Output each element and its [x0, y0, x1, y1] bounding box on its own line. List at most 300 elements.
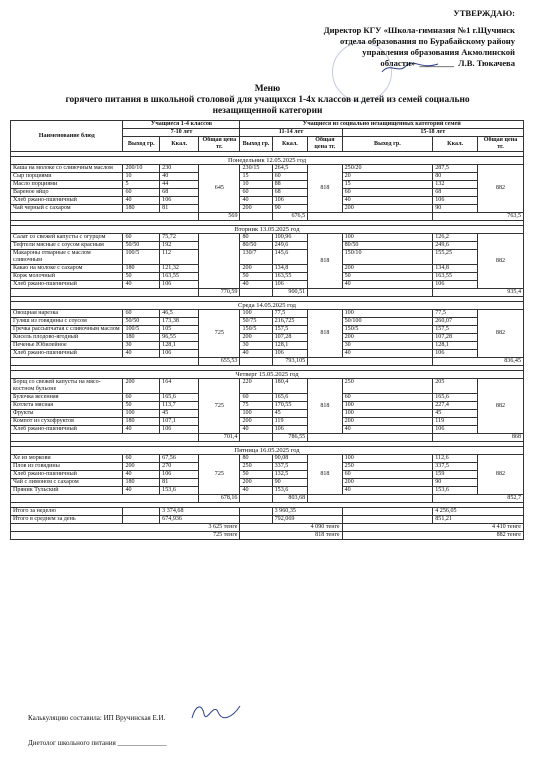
col-header-group1: Учащиеся 1-4 классов [123, 121, 240, 129]
kcal-value: 119 [433, 418, 478, 426]
kcal-value: 60 [272, 173, 308, 181]
day-title: Среда 14.05.2025 год [11, 302, 524, 310]
kcal-value: 67,56 [160, 455, 199, 463]
day-title: Пятница 16.05.2025 год [11, 447, 524, 455]
summary-value: 792,069 [272, 516, 342, 524]
menu-row [11, 181, 524, 189]
menu-row [11, 273, 524, 281]
daily-price-value: 882 тенге [342, 532, 523, 540]
dish-name: Каша на молоке со сливочным маслом [11, 165, 123, 173]
day-total-value: 763,5 [433, 213, 524, 221]
portion-value: 40 [123, 487, 160, 495]
menu-row [11, 281, 524, 289]
kcal-value: 165,6 [160, 394, 199, 402]
price-value: 818 [308, 455, 342, 495]
price-value: 818 [308, 165, 342, 213]
portion-value: 80 [240, 234, 272, 242]
portion-value: 40 [240, 197, 272, 205]
kcal-value: 128,1 [160, 342, 199, 350]
director-name: Л.В. Тюкачева [458, 58, 515, 68]
total-spacer [11, 289, 199, 297]
kcal-value: 90 [272, 479, 308, 487]
kcal-value: 170,55 [272, 402, 308, 410]
kcal-value: 106 [160, 281, 199, 289]
menu-row [11, 471, 524, 479]
portion-value: 200 [342, 334, 433, 342]
kcal-value: 45 [272, 410, 308, 418]
kcal-value: 165,6 [433, 394, 478, 402]
portion-value: 200 [342, 205, 433, 213]
portion-value: 200 [342, 265, 433, 273]
menu-row [11, 418, 524, 426]
dish-name: Тефтели мясные с соусом красным [11, 242, 123, 250]
portion-value: 60 [123, 189, 160, 197]
approval-block: УТВЕРЖДАЮ: Директор КГУ «Школа-гимназия №1 г.Щучинск отдела образования по Бурабайскому району управления образования Акмолинской области» ________ Л.В. Тюкачева [215, 8, 515, 69]
portion-value: 75 [240, 402, 272, 410]
price-value [199, 234, 240, 289]
kcal-value: 40 [160, 173, 199, 181]
menu-row [11, 342, 524, 350]
menu-table [10, 120, 524, 540]
tenge-value: 4 090 тенге [240, 524, 342, 532]
dish-name: Фрукты [11, 410, 123, 418]
portion-value: 50/75 [240, 318, 272, 326]
portion-value: 250 [342, 379, 433, 394]
col-price: Общая цена тг. [477, 137, 523, 152]
age-header: 11-14 лет [240, 129, 342, 137]
dish-name: Кисель плодово-ягодный [11, 334, 123, 342]
portion-value: 80 [240, 455, 272, 463]
dish-name: Сыр порциями [11, 173, 123, 181]
col-price: Общая цена тг. [308, 137, 342, 152]
kcal-value: 45 [160, 410, 199, 418]
kcal-value: 180,4 [272, 379, 308, 394]
price-value: 882 [477, 455, 523, 495]
approval-heading: УТВЕРЖДАЮ: [453, 8, 515, 18]
portion-value: 200 [240, 334, 272, 342]
portion-value: 40 [342, 487, 433, 495]
kcal-value: 106 [160, 426, 199, 434]
portion-value: 100 [123, 410, 160, 418]
portion-value: 60 [123, 234, 160, 242]
kcal-value: 105 [160, 326, 199, 334]
kcal-value: 192 [160, 242, 199, 250]
total-spacer [240, 289, 272, 297]
portion-value: 200 [123, 379, 160, 394]
approval-line: Директор КГУ «Школа-гимназия №1 г.Щучинск [323, 25, 515, 35]
summary-value: 4 256,05 [433, 508, 524, 516]
kcal-value: 106 [272, 281, 308, 289]
portion-value: 60 [123, 310, 160, 318]
portion-value: 40 [123, 426, 160, 434]
kcal-value: 126,2 [433, 234, 478, 242]
col-header-group2: Учащиеся из социально незащищенных категорий семей [240, 121, 524, 129]
kcal-value: 90 [272, 205, 308, 213]
kcal-value: 106 [433, 281, 478, 289]
portion-value: 130/7 [240, 250, 272, 265]
total-spacer [240, 358, 272, 366]
dish-name: Вареное яйцо [11, 189, 123, 197]
kcal-value: 264,5 [272, 165, 308, 173]
document-title [0, 84, 535, 117]
total-spacer [308, 213, 433, 221]
portion-value: 40 [123, 281, 160, 289]
summary-spacer [342, 508, 433, 516]
portion-value: 50 [342, 273, 433, 281]
summary-spacer [240, 516, 272, 524]
kcal-value: 106 [160, 350, 199, 358]
kcal-value: 128,1 [272, 342, 308, 350]
price-value: 725 [199, 379, 240, 434]
kcal-value: 163,55 [272, 273, 308, 281]
day-total-value: 793,105 [272, 358, 308, 366]
summary-spacer [342, 516, 433, 524]
kcal-value: 81 [160, 479, 199, 487]
kcal-value: 121,32 [160, 265, 199, 273]
kcal-value: 77,5 [433, 310, 478, 318]
kcal-value: 132,5 [272, 471, 308, 479]
portion-value: 150/5 [342, 326, 433, 334]
kcal-value: 205 [433, 379, 478, 394]
total-spacer [11, 434, 199, 442]
kcal-value: 145,6 [272, 250, 308, 265]
total-spacer [240, 434, 272, 442]
kcal-value: 107,1 [160, 418, 199, 426]
portion-value: 40 [342, 197, 433, 205]
summary-row [11, 516, 524, 524]
summary-spacer [240, 508, 272, 516]
col-out: Выход гр. [240, 137, 272, 152]
dish-name: Булочка весенняя [11, 394, 123, 402]
kcal-value: 337,5 [433, 463, 478, 471]
kcal-value: 119 [272, 418, 308, 426]
menu-row [11, 265, 524, 273]
kcal-value: 106 [160, 197, 199, 205]
summary-value: 851,21 [433, 516, 524, 524]
portion-value: 180 [123, 418, 160, 426]
day-total-row [11, 289, 524, 297]
portion-value: 50/100 [342, 318, 433, 326]
day-total-value: 701,4 [199, 434, 240, 442]
menu-row [11, 242, 524, 250]
menu-row [11, 205, 524, 213]
portion-value: 10 [123, 173, 160, 181]
kcal-value: 46,5 [160, 310, 199, 318]
dish-name: Борщ со свежей капусты на мясо-костном бульоне [11, 379, 123, 394]
portion-value: 60 [240, 189, 272, 197]
portion-value: 40 [240, 350, 272, 358]
menu-row [11, 379, 524, 394]
dish-name: Макароны отварные с маслом сливочным [11, 250, 123, 265]
portion-value: 180 [123, 205, 160, 213]
portion-value: 200 [240, 265, 272, 273]
portion-value: 40 [123, 471, 160, 479]
portion-value: 50 [240, 273, 272, 281]
approval-line: области» [380, 58, 416, 68]
kcal-value: 106 [433, 197, 478, 205]
dish-name: Чай черный с сахаром [11, 205, 123, 213]
total-spacer [308, 289, 433, 297]
portion-value: 10 [240, 181, 272, 189]
menu-row [11, 402, 524, 410]
portion-value: 100/5 [123, 250, 160, 265]
portion-value: 220 [240, 379, 272, 394]
kcal-value: 260,07 [433, 318, 478, 326]
portion-value: 15 [342, 181, 433, 189]
kcal-value: 113,7 [160, 402, 199, 410]
menu-row [11, 455, 524, 463]
portion-value: 150/10 [342, 250, 433, 265]
col-out: Выход гр. [123, 137, 160, 152]
kcal-value: 106 [272, 426, 308, 434]
menu-row [11, 463, 524, 471]
title-main: Меню [254, 84, 281, 94]
portion-value: 200 [240, 418, 272, 426]
kcal-value: 157,5 [433, 326, 478, 334]
kcal-value: 106 [433, 350, 478, 358]
portion-value: 40 [342, 350, 433, 358]
portion-value: 40 [240, 281, 272, 289]
day-total-value: 803,68 [272, 495, 308, 503]
kcal-value: 163,55 [160, 273, 199, 281]
daily-price-row [11, 532, 524, 540]
portion-value: 250/20 [342, 165, 433, 173]
summary-label: Итого в среднем за день [11, 516, 123, 524]
tenge-value: 4 410 тенге [342, 524, 523, 532]
kcal-value: 159 [433, 471, 478, 479]
kcal-value: 165,6 [272, 394, 308, 402]
total-spacer [240, 495, 272, 503]
portion-value: 250 [240, 463, 272, 471]
price-value: 882 [477, 165, 523, 213]
menu-row [11, 350, 524, 358]
tenge-value: 3 625 тенге [11, 524, 240, 532]
tenge-row [11, 524, 524, 532]
portion-value: 100 [240, 310, 272, 318]
kcal-value: 270 [160, 463, 199, 471]
dish-name: Гречка рассыпчатая с сливочным маслом [11, 326, 123, 334]
portion-value: 150/5 [240, 326, 272, 334]
dish-name: Салат со свежей капусты с огурцом [11, 234, 123, 242]
day-total-value: 900,51 [272, 289, 308, 297]
total-spacer [11, 358, 199, 366]
price-value: 818 [308, 234, 342, 289]
kcal-value: 80 [433, 173, 478, 181]
summary-value: 3 374,68 [160, 508, 240, 516]
menu-row [11, 173, 524, 181]
price-value: 725 [199, 310, 240, 358]
portion-value: 50/50 [123, 318, 160, 326]
total-spacer [11, 495, 199, 503]
day-total-value: 786,55 [272, 434, 308, 442]
kcal-value: 337,5 [272, 463, 308, 471]
portion-value: 180 [123, 265, 160, 273]
portion-value: 200 [240, 205, 272, 213]
day-total-row [11, 213, 524, 221]
portion-value: 250 [342, 463, 433, 471]
kcal-value: 106 [433, 426, 478, 434]
kcal-value: 153,6 [272, 487, 308, 495]
day-total-value: 569 [199, 213, 240, 221]
price-value: 882 [477, 234, 523, 289]
total-spacer [308, 434, 433, 442]
kcal-value: 45 [433, 410, 478, 418]
portion-value: 60 [123, 394, 160, 402]
dish-name: Овощная нарезка [11, 310, 123, 318]
portion-value: 100 [342, 455, 433, 463]
day-total-row [11, 495, 524, 503]
day-total-row [11, 434, 524, 442]
price-value: 645 [199, 165, 240, 213]
day-title: Вторник 13.05.2025 год [11, 226, 524, 234]
portion-value: 60 [342, 189, 433, 197]
dish-name: Пряник Тульский [11, 487, 123, 495]
day-total-value: 770,59 [199, 289, 240, 297]
dish-name: Хлеб ржано-пшеничный [11, 471, 123, 479]
portion-value: 30 [240, 342, 272, 350]
kcal-value: 164 [160, 379, 199, 394]
kcal-value: 106 [272, 350, 308, 358]
day-total-value: 935,4 [433, 289, 524, 297]
total-spacer [308, 495, 433, 503]
portion-value: 60 [342, 471, 433, 479]
kcal-value: 90 [433, 479, 478, 487]
dish-name: Чай с лимоном с сахаром [11, 479, 123, 487]
kcal-value: 128,1 [433, 342, 478, 350]
approval-line: управления образования Акмолинской [362, 47, 515, 57]
portion-value: 15 [240, 173, 272, 181]
kcal-value: 230 [160, 165, 199, 173]
dish-name: Плов из говядины [11, 463, 123, 471]
summary-row [11, 508, 524, 516]
menu-row [11, 234, 524, 242]
kcal-value: 75,72 [160, 234, 199, 242]
day-total-row [11, 358, 524, 366]
daily-price-value: 818 тенге [240, 532, 342, 540]
kcal-value: 134,8 [272, 265, 308, 273]
portion-value: 40 [240, 487, 272, 495]
kcal-value: 106 [272, 197, 308, 205]
price-value: 882 [477, 379, 523, 434]
menu-row [11, 479, 524, 487]
dish-name: Масло порциями [11, 181, 123, 189]
kcal-value: 68 [433, 189, 478, 197]
day-total-value: 868 [433, 434, 524, 442]
portion-value: 200 [342, 479, 433, 487]
menu-row [11, 189, 524, 197]
portion-value: 100/5 [123, 326, 160, 334]
kcal-value: 132 [433, 181, 478, 189]
age-header: 15-18 лет [342, 129, 523, 137]
portion-value: 5 [123, 181, 160, 189]
portion-value: 40 [342, 426, 433, 434]
portion-value: 60 [240, 394, 272, 402]
kcal-value: 163,55 [433, 273, 478, 281]
total-spacer [11, 213, 199, 221]
portion-value: 30 [342, 342, 433, 350]
kcal-value: 153,6 [433, 487, 478, 495]
kcal-value: 155,25 [433, 250, 478, 265]
portion-value: 50/50 [123, 242, 160, 250]
day-total-value: 852,7 [433, 495, 524, 503]
dish-name: Хлеб ржано-пшеничный [11, 281, 123, 289]
portion-value: 200/10 [123, 165, 160, 173]
menu-row [11, 250, 524, 265]
kcal-value: 112,6 [433, 455, 478, 463]
kcal-value: 100,96 [272, 234, 308, 242]
col-kcal: Ккал. [160, 137, 199, 152]
kcal-value: 112 [160, 250, 199, 265]
day-total-value: 655,53 [199, 358, 240, 366]
price-value: 818 [308, 379, 342, 434]
portion-value: 50 [123, 273, 160, 281]
dish-name: Хлеб ржано-пшеничный [11, 197, 123, 205]
menu-row [11, 318, 524, 326]
age-header: 7-10 лет [123, 129, 240, 137]
kcal-value: 68 [160, 189, 199, 197]
kcal-value: 249,6 [433, 242, 478, 250]
col-kcal: Ккал. [272, 137, 308, 152]
footer-dietolog: Диетолог школьного питания ______________ [28, 739, 167, 747]
kcal-value: 287,5 [433, 165, 478, 173]
portion-value: 20 [342, 173, 433, 181]
kcal-value: 77,5 [272, 310, 308, 318]
col-kcal: Ккал. [433, 137, 478, 152]
kcal-value: 134,8 [433, 265, 478, 273]
portion-value: 40 [123, 197, 160, 205]
portion-value: 80/50 [342, 242, 433, 250]
dish-name: Корж молочный [11, 273, 123, 281]
dish-name: Какао на молоке с сахаром [11, 265, 123, 273]
day-total-value: 676,5 [272, 213, 308, 221]
summary-spacer [123, 516, 160, 524]
total-spacer [308, 358, 433, 366]
title-subtitle: горячего питания в школьной столовой для учащихся 1-4х классов и детей из семей социально незащищенной категории [65, 95, 470, 116]
kcal-value: 227,4 [433, 402, 478, 410]
dish-name: Хлеб ржано-пшеничный [11, 350, 123, 358]
summary-value: 674,936 [160, 516, 240, 524]
kcal-value: 216,725 [272, 318, 308, 326]
kcal-value: 106 [160, 471, 199, 479]
day-total-value: 836,45 [433, 358, 524, 366]
dish-name: Гуляш из говядины с соусом [11, 318, 123, 326]
summary-label: Итого за неделю [11, 508, 123, 516]
kcal-value: 44 [160, 181, 199, 189]
kcal-value: 88 [272, 181, 308, 189]
portion-value: 40 [240, 426, 272, 434]
total-spacer [240, 213, 272, 221]
kcal-value: 90 [433, 205, 478, 213]
dish-name: Хлеб ржано-пшеничный [11, 426, 123, 434]
price-value: 882 [477, 310, 523, 358]
kcal-value: 249,6 [272, 242, 308, 250]
dish-name: Хе из моркови [11, 455, 123, 463]
kcal-value: 107,28 [272, 334, 308, 342]
portion-value: 200 [123, 463, 160, 471]
portion-value: 100 [240, 410, 272, 418]
calc-signature [188, 700, 244, 722]
kcal-value: 90,08 [272, 455, 308, 463]
daily-price-value: 725 [213, 532, 223, 538]
menu-row [11, 487, 524, 495]
footer-calc: Калькуляцию составила: ИП Вручинская Е.И. [28, 714, 166, 722]
portion-value: 200 [342, 418, 433, 426]
portion-value: 100 [342, 410, 433, 418]
portion-value: 40 [123, 350, 160, 358]
kcal-value: 173,38 [160, 318, 199, 326]
portion-value: 100 [342, 234, 433, 242]
col-price: Общая цена тг. [199, 137, 240, 152]
